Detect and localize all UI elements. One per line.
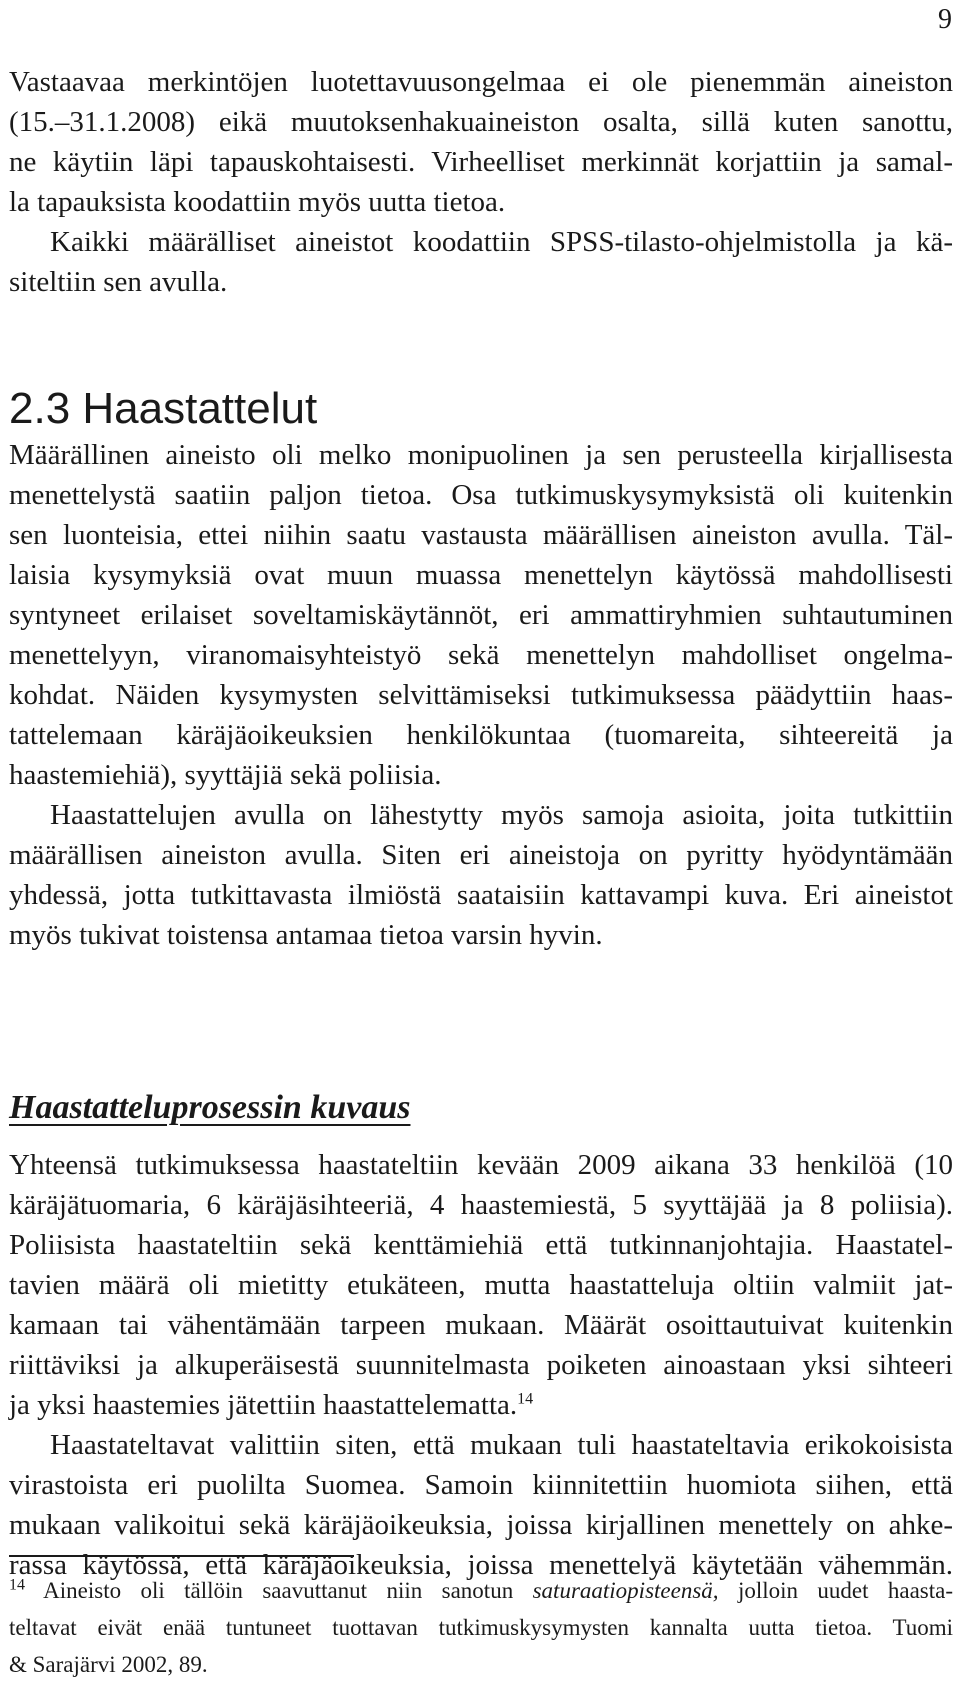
footnote-reference[interactable]: 14: [517, 1390, 534, 1408]
process-p1-line-2: käräjätuomaria, 6 käräjäsihteeriä, 4 haastemiestä, 5 syyttäjää ja 8 poliisia).: [9, 1189, 953, 1221]
intro-p1-line-1: Vastaavaa merkintöjen luotettavuusongelmaa ei ole pienemmän aineiston: [9, 66, 953, 98]
footnote-line-3: & Sarajärvi 2002, 89.: [9, 1652, 208, 1677]
process-p1-last-text: ja yksi haastemies jätettiin haastattelematta.: [9, 1389, 518, 1421]
section-p2-line-1: Haastattelujen avulla on lähestytty myös samoja asioita, joita tutkittiin: [50, 799, 953, 831]
footnote: [9, 1572, 953, 1683]
intro-p1-line-2: (15.–31.1.2008) eikä muutoksenhakuaineiston osalta, sillä kuten sanottu,: [9, 106, 953, 138]
process-p2-line-1: Haastateltavat valittiin siten, että mukaan tuli haastateltavia erikokoisista: [50, 1429, 953, 1461]
intro-p2-line-1: Kaikki määrälliset aineistot koodattiin SPSS-tilasto-ohjelmistolla ja kä-: [50, 226, 953, 258]
intro-p1-line-3: ne käytiin läpi tapauskohtaisesti. Virheelliset merkinnät korjattiin ja samal-: [9, 146, 953, 178]
section-p1-line-5: syntyneet erilaiset soveltamiskäytännöt, eri ammattiryhmien suhtautuminen: [9, 599, 953, 631]
footnote-line-1: [9, 1572, 953, 1609]
process-p1-line-3: Poliisista haastateltiin sekä kenttämiehiä että tutkinnanjohtajia. Haastatel-: [9, 1229, 953, 1261]
process-p1-line-1: Yhteensä tutkimuksessa haastateltiin kevään 2009 aikana 33 henkilöä (10: [9, 1149, 953, 1181]
process-body: [9, 1145, 953, 1585]
intro-p1-line-4: la tapauksista koodattiin myös uutta tietoa.: [9, 186, 506, 218]
page-number: 9: [938, 4, 952, 35]
section-p1-line-9: haastemiehiä), syyttäjiä sekä poliisia.: [9, 759, 442, 791]
section-p1-line-4: laisia kysymyksiä ovat muun muassa menettelyn käytössä mahdollisesti: [9, 559, 953, 591]
process-p1-line-4: tavien määrä oli mietitty etukäteen, mutta haastatteluja oltiin valmiit jat-: [9, 1269, 953, 1301]
section-p2-line-3: yhdessä, jotta tutkittavasta ilmiöstä saataisiin kattavampi kuva. Eri aineistot: [9, 879, 953, 911]
footnote-italic-term: saturaatiopisteensä,: [532, 1578, 719, 1603]
intro-text: [9, 62, 953, 302]
intro-p2-line-2: siteltiin sen avulla.: [9, 266, 228, 298]
subheading: Haastatteluprosessin kuvaus: [9, 1089, 411, 1126]
process-p1-line-7: [9, 1385, 953, 1425]
process-p1-line-5: kamaan tai vähentämään tarpeen mukaan. Määrät osoittautuivat kuitenkin: [9, 1309, 953, 1341]
footnote-text-before: Aineisto oli tällöin saavuttanut niin sanotun: [43, 1578, 514, 1603]
footnote-text-after: jolloin uudet haasta-: [737, 1578, 954, 1603]
section-p1-line-1: Määrällinen aineisto oli melko monipuolinen ja sen perusteella kirjallisesta: [9, 439, 953, 471]
footnote-line-2: teltavat eivät enää tuntuneet tuottavan tutkimuskysymysten kannalta uutta tietoa. Tuomi: [9, 1615, 953, 1640]
section-p1-line-2: menettelystä saatiin paljon tietoa. Osa tutkimuskysymyksistä oli kuitenkin: [9, 479, 953, 511]
section-heading: 2.3 Haastattelut: [9, 384, 318, 433]
section-p2-line-2: määrällisen aineiston avulla. Siten eri aineistoja on pyritty hyödyntämään: [9, 839, 953, 871]
section-p1-line-7: kohdat. Näiden kysymysten selvittämiseksi tutkimuksessa päädyttiin haas-: [9, 679, 953, 711]
process-p2-line-2: virastoista eri puolilta Suomea. Samoin kiinnitettiin huomiota siihen, että: [9, 1469, 953, 1501]
footnote-divider: [9, 1555, 354, 1557]
process-p1-line-6: riittäviksi ja alkuperäisestä suunnitelmasta poiketen ainoastaan yksi sihteeri: [9, 1349, 953, 1381]
footnote-number: 14: [9, 1576, 25, 1594]
section-p1-line-6: menettelyyn, viranomaisyhteistyö sekä menettelyn mahdolliset ongelma-: [9, 639, 953, 671]
process-p2-line-3: mukaan valikoitui sekä käräjäoikeuksia, joissa kirjallinen menettely on ahke-: [9, 1509, 953, 1541]
section-p2-line-4: myös tukivat toistensa antamaa tietoa varsin hyvin.: [9, 919, 603, 951]
section-p1-line-3: sen luonteisia, ettei niihin saatu vastausta määrällisen aineiston avulla. Täl-: [9, 519, 953, 551]
process-p2-line-4: rassa käytössä, että käräjäoikeuksia, joissa menettelyä käytetään vähemmän.: [9, 1549, 953, 1581]
section-body: [9, 435, 953, 955]
section-p1-line-8: tattelemaan käräjäoikeuksien henkilökuntaa (tuomareita, sihteereitä ja: [9, 719, 953, 751]
